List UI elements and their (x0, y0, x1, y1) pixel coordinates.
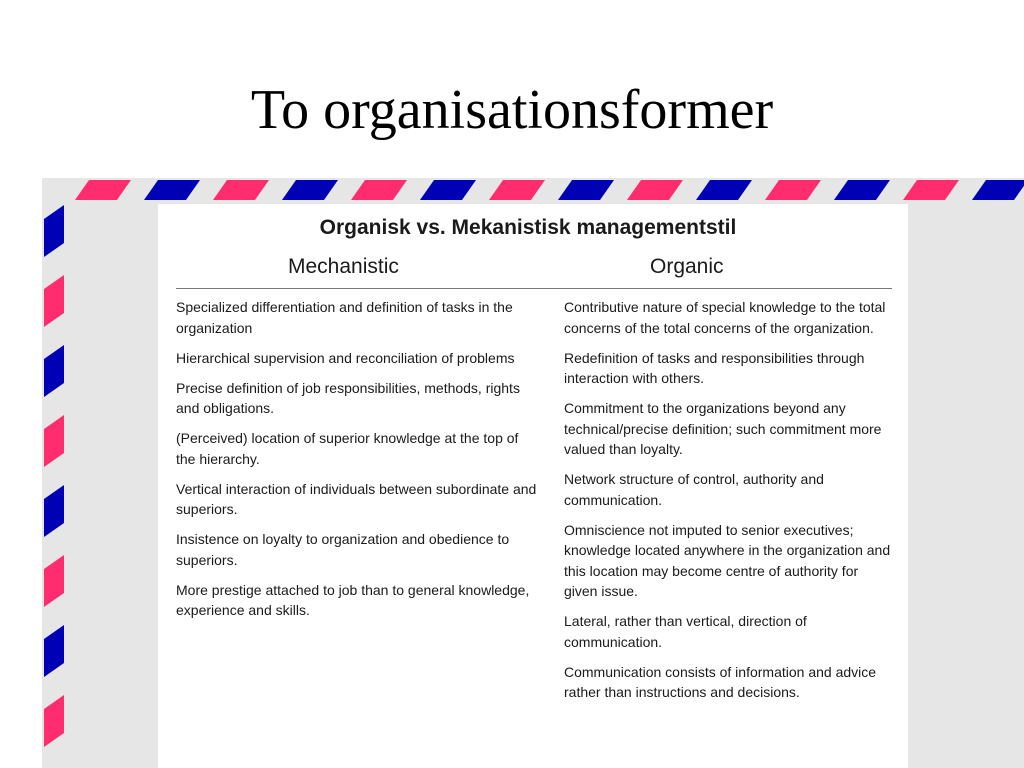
slide-title: To organisationsformer (250, 79, 774, 141)
mechanistic-list (176, 297, 538, 630)
list-item: (Perceived) location of superior knowledge at the top of the hierarchy. (176, 430, 519, 467)
airmail-stripe (44, 555, 64, 607)
airmail-stripe (213, 180, 269, 200)
list-item: Commitment to the organizations beyond any technical/precise definition; such commitment more valued than loyalty. (564, 400, 882, 457)
figure-heading: Organisk vs. Mekanistisk managementstil (319, 216, 737, 239)
list-item: Hierarchical supervision and reconciliation of problems (176, 349, 515, 366)
airmail-stripe (75, 180, 131, 200)
airmail-stripe (44, 275, 64, 327)
column-header-organic: Organic (650, 255, 724, 278)
airmail-stripe (696, 180, 752, 200)
airmail-stripe-left (42, 204, 66, 768)
list-item: Omniscience not imputed to senior executives; knowledge located anywhere in the organization and this location may become centre of authority for given issue. (564, 521, 891, 599)
airmail-stripe (44, 625, 64, 677)
airmail-stripe (627, 180, 683, 200)
organic-list (564, 297, 894, 712)
comparison-figure (158, 204, 908, 768)
list-item: Specialized differentiation and definition of tasks in the organization (176, 299, 513, 336)
airmail-stripe (44, 695, 64, 747)
list-item: More prestige attached to job than to general knowledge, experience and skills. (176, 581, 530, 618)
list-item: Communication consists of information and advice rather than instructions and decisions. (564, 663, 877, 700)
airmail-stripe (44, 485, 64, 537)
list-item: Network structure of control, authority and communication. (564, 471, 824, 508)
airmail-stripe (282, 180, 338, 200)
column-header-mechanistic: Mechanistic (288, 255, 399, 278)
list-item: Precise definition of job responsibilities, methods, rights and obligations. (176, 379, 520, 416)
airmail-stripe-top (42, 178, 1024, 204)
airmail-stripe (972, 180, 1024, 200)
list-item: Vertical interaction of individuals between subordinate and superiors. (176, 480, 537, 517)
airmail-stripe (44, 415, 64, 467)
airmail-stripe (765, 180, 821, 200)
airmail-stripe (834, 180, 890, 200)
airmail-stripe (903, 180, 959, 200)
list-item: Lateral, rather than vertical, direction of communication. (564, 613, 807, 650)
airmail-stripe (558, 180, 614, 200)
list-item: Contributive nature of special knowledge to the total concerns of the total concerns of the organization. (564, 299, 886, 336)
list-item: Insistence on loyalty to organization and obedience to superiors. (176, 531, 510, 568)
header-divider (176, 288, 892, 289)
airmail-stripe (420, 180, 476, 200)
airmail-stripe (489, 180, 545, 200)
airmail-stripe (144, 180, 200, 200)
airmail-stripe (44, 345, 64, 397)
airmail-stripe (351, 180, 407, 200)
airmail-stripe (44, 205, 64, 257)
list-item: Redefinition of tasks and responsibilities through interaction with others. (564, 349, 865, 386)
